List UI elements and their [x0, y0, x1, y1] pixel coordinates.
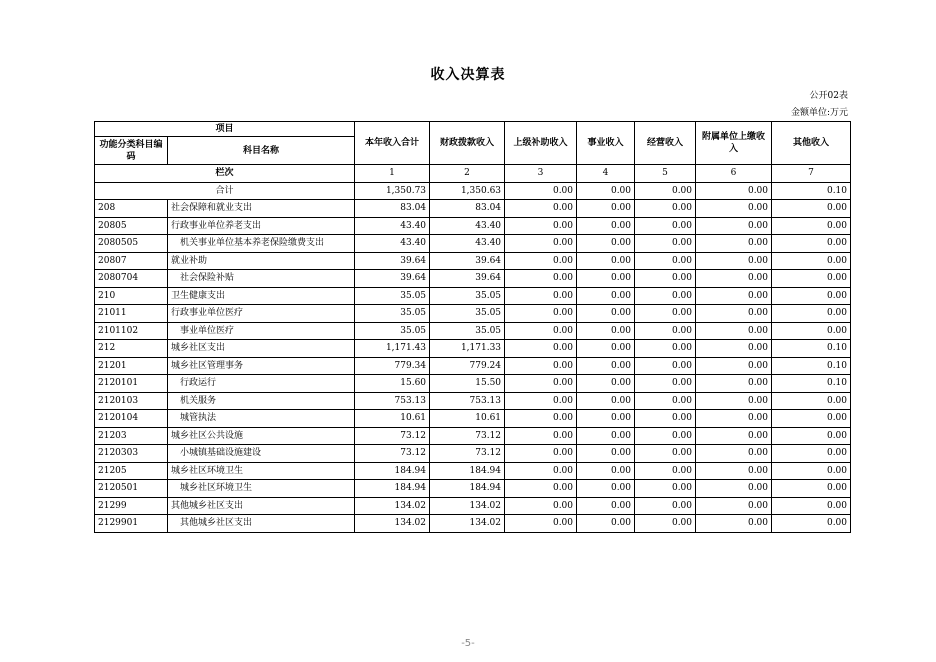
amount-cell: 0.00 — [772, 410, 851, 428]
amount-cell: 10.61 — [355, 410, 430, 428]
table-row — [95, 375, 851, 393]
subject-name: 卫生健康支出 — [168, 287, 355, 305]
subject-code: 21205 — [95, 462, 168, 480]
amount-cell: 0.00 — [577, 252, 635, 270]
subject-code: 208 — [95, 200, 168, 218]
amount-cell: 0.00 — [635, 252, 696, 270]
amount-cell: 753.13 — [430, 392, 505, 410]
subject-name: 小城镇基础设施建设 — [168, 445, 355, 463]
amount-cell: 0.00 — [635, 322, 696, 340]
subject-name: 行政运行 — [168, 375, 355, 393]
amount-cell: 184.94 — [355, 480, 430, 498]
amount-cell: 0.00 — [635, 375, 696, 393]
amount-cell: 0.00 — [577, 480, 635, 498]
page-number: -5- — [461, 638, 475, 649]
amount-cell: 73.12 — [430, 445, 505, 463]
amount-cell: 134.02 — [430, 497, 505, 515]
subject-code: 2120101 — [95, 375, 168, 393]
amount-cell: 0.00 — [772, 515, 851, 533]
amount-cell: 0.00 — [772, 270, 851, 288]
amount-cell: 0.00 — [696, 462, 772, 480]
column-number: 2 — [430, 165, 505, 183]
column-number: 4 — [577, 165, 635, 183]
amount-cell: 0.00 — [772, 445, 851, 463]
total-cell: 0.00 — [505, 182, 577, 200]
total-cell: 0.00 — [577, 182, 635, 200]
amount-cell: 0.00 — [696, 497, 772, 515]
table-row — [95, 252, 851, 270]
subject-name: 城乡社区支出 — [168, 340, 355, 358]
subject-name: 社会保障和就业支出 — [168, 200, 355, 218]
amount-cell: 0.00 — [635, 217, 696, 235]
amount-cell: 35.05 — [430, 305, 505, 323]
subject-name: 事业单位医疗 — [168, 322, 355, 340]
column-number: 7 — [772, 165, 851, 183]
column-number: 6 — [696, 165, 772, 183]
subject-name: 机关服务 — [168, 392, 355, 410]
amount-cell: 0.00 — [696, 410, 772, 428]
form-number: 公开02表 — [809, 91, 848, 101]
subject-code: 21201 — [95, 357, 168, 375]
table-row — [95, 235, 851, 253]
amount-cell: 0.00 — [635, 200, 696, 218]
amount-cell: 0.00 — [577, 217, 635, 235]
amount-cell: 0.00 — [696, 235, 772, 253]
table-row — [95, 322, 851, 340]
header-operating: 经营收入 — [635, 122, 696, 165]
header-row-1 — [95, 122, 851, 137]
amount-cell: 0.00 — [635, 287, 696, 305]
amount-cell: 0.00 — [635, 392, 696, 410]
amount-cell: 0.00 — [635, 235, 696, 253]
table-row — [95, 305, 851, 323]
amount-cell: 0.00 — [772, 462, 851, 480]
amount-cell: 0.00 — [772, 217, 851, 235]
amount-cell: 184.94 — [430, 462, 505, 480]
amount-cell: 43.40 — [430, 235, 505, 253]
amount-cell: 0.00 — [696, 200, 772, 218]
total-cell: 0.00 — [696, 182, 772, 200]
amount-cell: 0.00 — [635, 410, 696, 428]
amount-cell: 184.94 — [355, 462, 430, 480]
amount-cell: 0.00 — [577, 305, 635, 323]
amount-cell: 134.02 — [355, 515, 430, 533]
table-row — [95, 270, 851, 288]
header-business: 事业收入 — [577, 122, 635, 165]
amount-cell: 0.00 — [696, 340, 772, 358]
amount-cell: 0.00 — [505, 200, 577, 218]
amount-cell: 184.94 — [430, 480, 505, 498]
amount-cell: 0.00 — [505, 497, 577, 515]
amount-cell: 0.00 — [772, 480, 851, 498]
amount-cell: 43.40 — [430, 217, 505, 235]
subject-code: 20807 — [95, 252, 168, 270]
header-other: 其他收入 — [772, 122, 851, 165]
amount-cell: 35.05 — [430, 287, 505, 305]
income-table — [94, 121, 851, 533]
subject-code: 2120501 — [95, 480, 168, 498]
subject-code: 20805 — [95, 217, 168, 235]
unit-label: 金额单位:万元 — [790, 108, 848, 118]
amount-cell: 15.50 — [430, 375, 505, 393]
amount-cell: 0.00 — [772, 252, 851, 270]
table-row — [95, 340, 851, 358]
subject-name: 城乡社区环境卫生 — [168, 480, 355, 498]
subject-name: 机关事业单位基本养老保险缴费支出 — [168, 235, 355, 253]
subject-name: 城乡社区环境卫生 — [168, 462, 355, 480]
header-total: 本年收入合计 — [355, 122, 430, 165]
subject-code: 2101102 — [95, 322, 168, 340]
subject-code: 21011 — [95, 305, 168, 323]
amount-cell: 0.00 — [635, 427, 696, 445]
header-superior: 上级补助收入 — [505, 122, 577, 165]
amount-cell: 0.00 — [635, 497, 696, 515]
subject-code: 2080704 — [95, 270, 168, 288]
amount-cell: 0.00 — [635, 462, 696, 480]
amount-cell: 39.64 — [355, 252, 430, 270]
amount-cell: 0.00 — [505, 427, 577, 445]
amount-cell: 0.00 — [772, 305, 851, 323]
subject-code: 2129901 — [95, 515, 168, 533]
column-number-row — [95, 165, 851, 183]
amount-cell: 0.00 — [635, 305, 696, 323]
subject-code: 2120103 — [95, 392, 168, 410]
amount-cell: 0.00 — [505, 252, 577, 270]
amount-cell: 0.00 — [696, 480, 772, 498]
amount-cell: 0.00 — [696, 270, 772, 288]
amount-cell: 0.00 — [505, 287, 577, 305]
amount-cell: 0.00 — [577, 462, 635, 480]
table-row — [95, 410, 851, 428]
amount-cell: 0.00 — [577, 270, 635, 288]
amount-cell: 83.04 — [355, 200, 430, 218]
amount-cell: 35.05 — [355, 322, 430, 340]
table-row — [95, 427, 851, 445]
amount-cell: 0.00 — [577, 410, 635, 428]
column-number: 1 — [355, 165, 430, 183]
amount-cell: 0.00 — [505, 462, 577, 480]
subject-name: 行政事业单位医疗 — [168, 305, 355, 323]
amount-cell: 0.00 — [635, 480, 696, 498]
subject-code: 2120303 — [95, 445, 168, 463]
amount-cell: 0.00 — [505, 357, 577, 375]
amount-cell: 0.10 — [772, 340, 851, 358]
amount-cell: 1,171.43 — [355, 340, 430, 358]
amount-cell: 0.00 — [505, 515, 577, 533]
amount-cell: 753.13 — [355, 392, 430, 410]
amount-cell: 0.00 — [577, 497, 635, 515]
amount-cell: 0.00 — [577, 392, 635, 410]
amount-cell: 779.24 — [430, 357, 505, 375]
total-cell: 0.00 — [635, 182, 696, 200]
subject-name: 行政事业单位养老支出 — [168, 217, 355, 235]
amount-cell: 0.00 — [505, 392, 577, 410]
amount-cell: 134.02 — [430, 515, 505, 533]
amount-cell: 10.61 — [430, 410, 505, 428]
amount-cell: 0.00 — [505, 322, 577, 340]
subject-name: 城乡社区管理事务 — [168, 357, 355, 375]
table-row — [95, 462, 851, 480]
amount-cell: 0.00 — [505, 375, 577, 393]
amount-cell: 0.00 — [696, 392, 772, 410]
header-affiliated: 附属单位上缴收入 — [696, 122, 772, 165]
subject-code: 2120104 — [95, 410, 168, 428]
subject-code: 21299 — [95, 497, 168, 515]
amount-cell: 83.04 — [430, 200, 505, 218]
amount-cell: 0.00 — [696, 322, 772, 340]
table-row — [95, 217, 851, 235]
amount-cell: 0.00 — [772, 287, 851, 305]
table-body — [95, 122, 851, 533]
amount-cell: 0.00 — [577, 445, 635, 463]
amount-cell: 0.00 — [577, 515, 635, 533]
subject-name: 城管执法 — [168, 410, 355, 428]
total-cell: 0.10 — [772, 182, 851, 200]
amount-cell: 73.12 — [355, 445, 430, 463]
amount-cell: 0.00 — [505, 235, 577, 253]
amount-cell: 0.00 — [772, 427, 851, 445]
amount-cell: 0.00 — [635, 515, 696, 533]
header-fiscal: 财政拨款收入 — [430, 122, 505, 165]
amount-cell: 0.00 — [505, 410, 577, 428]
amount-cell: 0.00 — [772, 497, 851, 515]
amount-cell: 0.00 — [696, 427, 772, 445]
amount-cell: 39.64 — [355, 270, 430, 288]
amount-cell: 0.00 — [505, 217, 577, 235]
column-number-label: 栏次 — [95, 165, 355, 183]
amount-cell: 0.00 — [696, 287, 772, 305]
table-row — [95, 200, 851, 218]
amount-cell: 0.00 — [505, 340, 577, 358]
amount-cell: 43.40 — [355, 235, 430, 253]
amount-cell: 0.00 — [577, 357, 635, 375]
amount-cell: 0.00 — [696, 445, 772, 463]
table-row — [95, 480, 851, 498]
amount-cell: 0.00 — [505, 445, 577, 463]
amount-cell: 0.00 — [635, 357, 696, 375]
header-name: 科目名称 — [168, 137, 355, 165]
total-cell: 1,350.63 — [430, 182, 505, 200]
amount-cell: 0.00 — [772, 392, 851, 410]
amount-cell: 0.00 — [696, 217, 772, 235]
amount-cell: 0.00 — [772, 200, 851, 218]
amount-cell: 39.64 — [430, 270, 505, 288]
amount-cell: 0.00 — [577, 375, 635, 393]
amount-cell: 0.00 — [577, 340, 635, 358]
amount-cell: 73.12 — [355, 427, 430, 445]
table-row — [95, 287, 851, 305]
subject-code: 21203 — [95, 427, 168, 445]
amount-cell: 0.10 — [772, 357, 851, 375]
amount-cell: 0.00 — [635, 445, 696, 463]
table-row — [95, 357, 851, 375]
amount-cell: 43.40 — [355, 217, 430, 235]
amount-cell: 0.00 — [577, 427, 635, 445]
page-title: 收入决算表 — [430, 67, 506, 83]
amount-cell: 0.00 — [635, 270, 696, 288]
amount-cell: 0.00 — [577, 200, 635, 218]
amount-cell: 0.00 — [696, 305, 772, 323]
column-number: 3 — [505, 165, 577, 183]
amount-cell: 1,171.33 — [430, 340, 505, 358]
table-row — [95, 515, 851, 533]
table-row — [95, 392, 851, 410]
total-label: 合计 — [95, 182, 355, 200]
subject-code: 212 — [95, 340, 168, 358]
column-number: 5 — [635, 165, 696, 183]
total-row — [95, 182, 851, 200]
amount-cell: 0.00 — [635, 340, 696, 358]
amount-cell: 0.00 — [577, 322, 635, 340]
amount-cell: 134.02 — [355, 497, 430, 515]
amount-cell: 0.00 — [505, 480, 577, 498]
amount-cell: 0.10 — [772, 375, 851, 393]
amount-cell: 39.64 — [430, 252, 505, 270]
table-row — [95, 445, 851, 463]
amount-cell: 0.00 — [505, 305, 577, 323]
amount-cell: 0.00 — [772, 235, 851, 253]
subject-code: 210 — [95, 287, 168, 305]
amount-cell: 0.00 — [696, 357, 772, 375]
subject-name: 城乡社区公共设施 — [168, 427, 355, 445]
amount-cell: 35.05 — [355, 305, 430, 323]
amount-cell: 0.00 — [696, 515, 772, 533]
table-row — [95, 497, 851, 515]
subject-name: 就业补助 — [168, 252, 355, 270]
amount-cell: 779.34 — [355, 357, 430, 375]
amount-cell: 0.00 — [696, 252, 772, 270]
subject-name: 其他城乡社区支出 — [168, 497, 355, 515]
amount-cell: 0.00 — [577, 287, 635, 305]
amount-cell: 0.00 — [696, 375, 772, 393]
header-project: 项目 — [95, 122, 355, 137]
amount-cell: 35.05 — [430, 322, 505, 340]
amount-cell: 15.60 — [355, 375, 430, 393]
subject-name: 其他城乡社区支出 — [168, 515, 355, 533]
amount-cell: 0.00 — [772, 322, 851, 340]
header-code: 功能分类科目编码 — [95, 137, 168, 165]
subject-code: 2080505 — [95, 235, 168, 253]
amount-cell: 73.12 — [430, 427, 505, 445]
total-cell: 1,350.73 — [355, 182, 430, 200]
amount-cell: 0.00 — [577, 235, 635, 253]
amount-cell: 0.00 — [505, 270, 577, 288]
subject-name: 社会保险补贴 — [168, 270, 355, 288]
amount-cell: 35.05 — [355, 287, 430, 305]
